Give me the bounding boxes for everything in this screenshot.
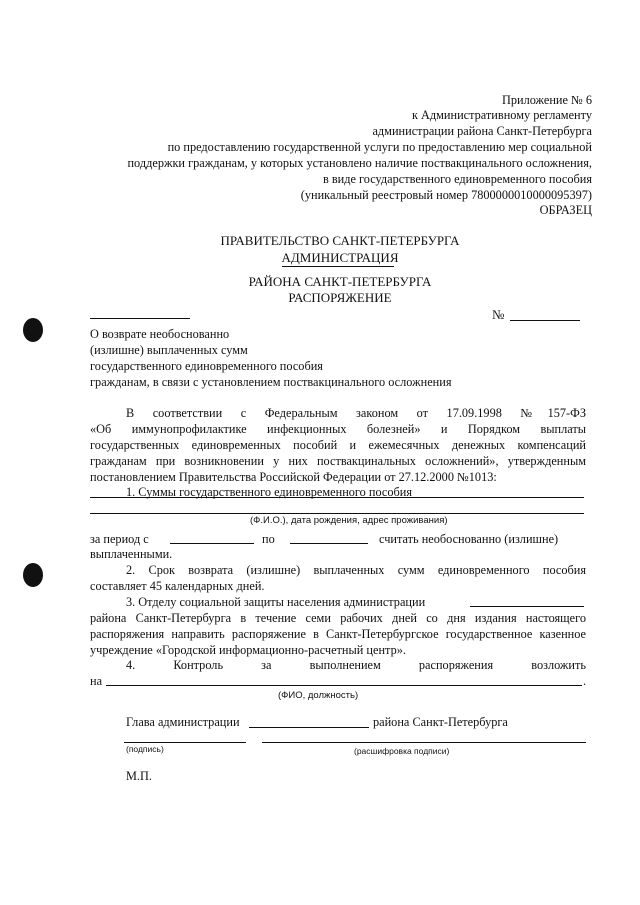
appendix-benefit: в виде государственного единовременного пособия: [323, 172, 592, 186]
caption-signature-decode: (расшифровка подписи): [354, 746, 450, 756]
heading-blank-line: [282, 266, 394, 267]
signature-line: [124, 742, 246, 743]
heading-government: ПРАВИТЕЛЬСТВО САНКТ-ПЕТЕРБУРГА: [220, 233, 460, 248]
period-end: выплаченными.: [90, 547, 173, 561]
intro-line-2: «Об иммунопрофилактике инфекционных болезней» и Порядком выплаты: [90, 422, 586, 436]
item-4-label-on: на: [90, 674, 103, 688]
district-label: района Санкт-Петербурга: [373, 715, 508, 729]
item-4-blank-line: [106, 685, 582, 686]
order-number-label: №: [492, 307, 505, 322]
sample-label: ОБРАЗЕЦ: [539, 203, 592, 217]
item-1-text: 1. Суммы государственного единовременного пособия: [126, 485, 413, 499]
period-label-from: за период с: [90, 532, 149, 546]
seal-label: М.П.: [126, 769, 152, 783]
head-signature-blank: [249, 727, 369, 728]
item-3-line-1: 3. Отделу социальной защиты населения администрации: [126, 595, 426, 609]
heading-district: РАЙОНА САНКТ-ПЕТЕРБУРГА: [248, 274, 432, 289]
appendix-registry-number: (уникальный реестровый номер 7800000010000095397): [300, 188, 592, 202]
appendix-regulation: к Административному регламенту: [411, 108, 592, 122]
intro-line-3: государственных единовременных пособий и ежемесячных денежных компенсаций: [90, 438, 586, 452]
item-2-line-1: 2. Срок возврата (излишне) выплаченных сумм единовременного пособия: [126, 563, 586, 577]
appendix-service: по предоставлению государственной услуги по предоставлению мер социальной: [167, 140, 592, 154]
intro-line-5: постановлением Правительства Российской Федерации от 27.12.2000 №1013:: [90, 470, 497, 484]
item-1-blank-line-1: [90, 497, 584, 498]
item-3-line-3: распоряжения направить распоряжение в Санкт-Петербургское государственное казенное: [90, 627, 586, 641]
item-4-line-1: 4. Контроль за выполнением распоряжения возложить: [126, 658, 586, 672]
subject-line-1: О возврате необоснованно: [90, 327, 230, 341]
order-number-blank-line: [510, 320, 580, 321]
item-1-blank-line-2: [90, 513, 584, 514]
appendix-number: Приложение № 6: [501, 93, 592, 107]
date-blank-line: [90, 318, 190, 319]
caption-position: (ФИО, должность): [278, 690, 359, 701]
item-3-line-4: учреждение «Городской информационно-расчетный центр».: [90, 643, 406, 657]
caption-fio: (Ф.И.О.), дата рождения, адрес проживания): [250, 515, 448, 526]
period-label-to: по: [262, 532, 275, 546]
period-from-blank: [170, 543, 254, 544]
item-4-dot: .: [583, 674, 587, 688]
item-2-line-2: составляет 45 календарных дней.: [90, 579, 265, 593]
intro-line-4: гражданам при возникновении у них поствакцинальных осложнений», утвержденным: [90, 454, 586, 468]
heading-order: РАСПОРЯЖЕНИЕ: [288, 290, 392, 305]
period-to-blank: [290, 543, 368, 544]
subject-line-4: гражданам, в связи с установлением поствакцинального осложнения: [90, 375, 452, 389]
punch-hole-top: [23, 318, 43, 342]
period-text: считать необоснованно (излишне): [379, 532, 559, 546]
caption-signature: (подпись): [126, 744, 164, 754]
item-3-line-2: района Санкт-Петербурга в течение семи рабочих дней со дня издания настоящего: [90, 611, 586, 625]
intro-line-1: В соответствии с Федеральным законом от 17.09.1998 №157-ФЗ: [126, 406, 586, 420]
heading-administration: АДМИНИСТРАЦИЯ: [281, 250, 399, 265]
subject-line-3: государственного единовременного пособия: [90, 359, 323, 373]
head-of-administration-label: Глава администрации: [126, 715, 240, 729]
subject-line-2: (излишне) выплаченных сумм: [90, 343, 248, 357]
appendix-support: поддержки гражданам, у которых установлено наличие поствакцинального осложнения,: [127, 156, 592, 170]
item-3-blank-line: [470, 606, 584, 607]
signature-decode-line: [262, 742, 586, 743]
punch-hole-bottom: [23, 563, 43, 587]
appendix-administration: администрации района Санкт-Петербурга: [372, 124, 592, 138]
